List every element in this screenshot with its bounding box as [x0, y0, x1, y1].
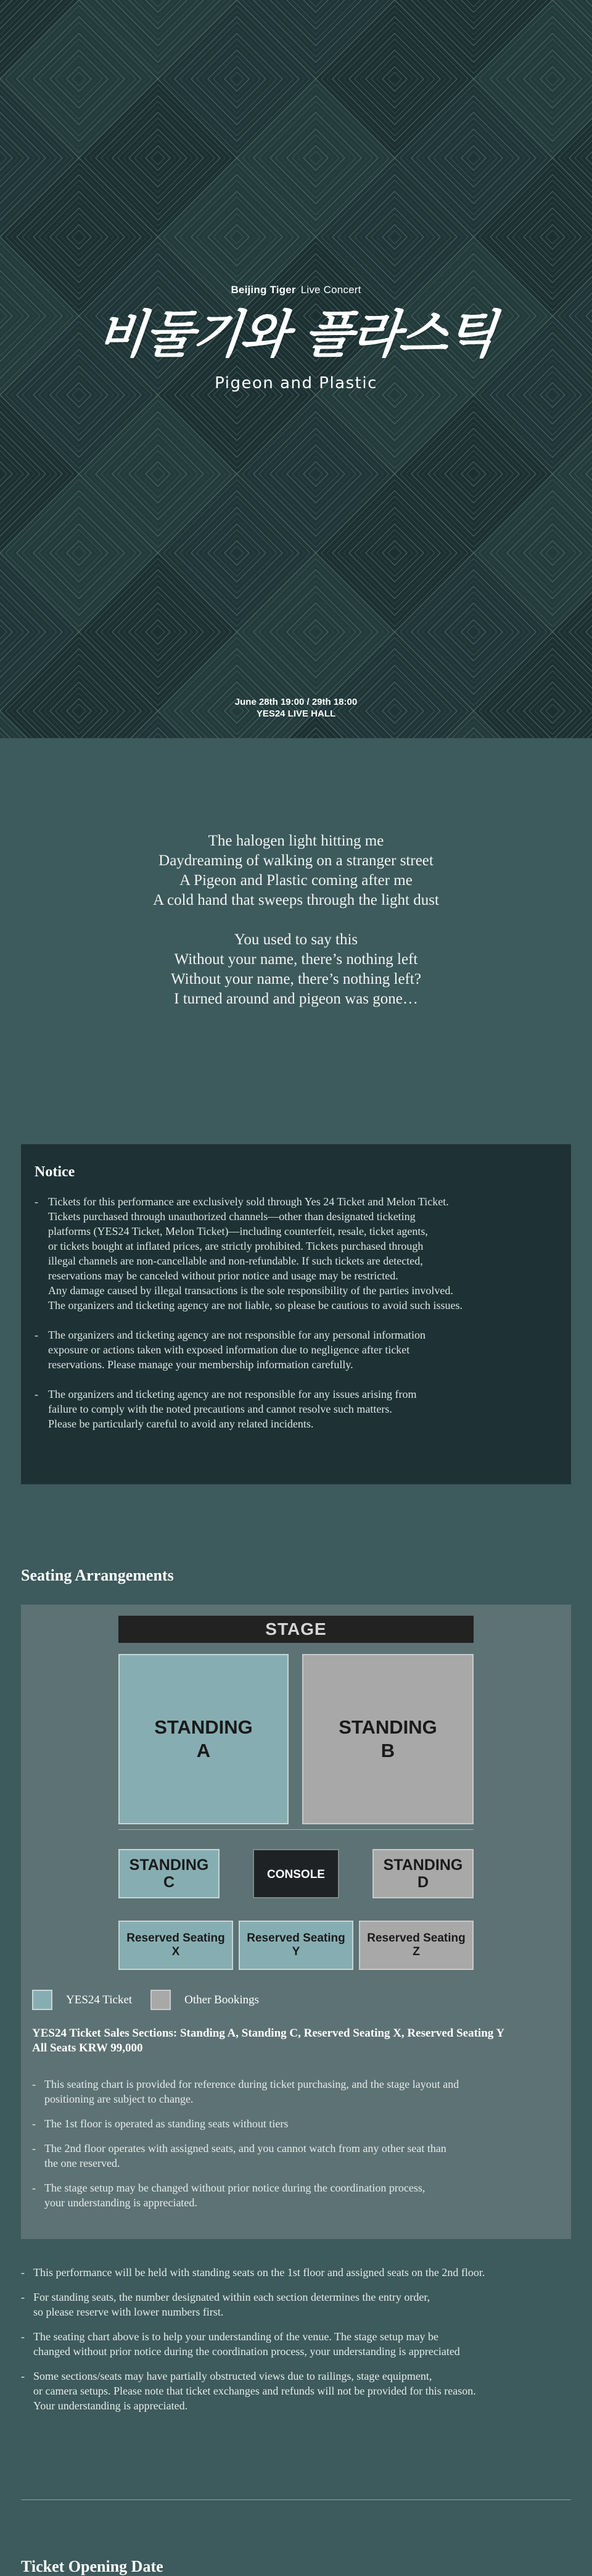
zone-standing-d[interactable]	[372, 1849, 474, 1898]
notice-line: Any damage caused by illegal transactions is the sole responsibility of the parties involved.	[48, 1284, 453, 1297]
poster-date: June 28th 19:00 / 29th 18:00	[234, 697, 358, 707]
notice-line: exposure or actions taken with exposed information due to negligence after ticket	[48, 1344, 410, 1356]
lyric-line: A cold hand that sweeps through the light dust	[153, 892, 439, 908]
legend-swatch-yes24	[32, 1990, 52, 2010]
note-line: so please reserve with lower numbers first.	[33, 2306, 224, 2318]
note-line: or camera setups. Please note that ticket exchanges and refunds will not be provided for this reason.	[33, 2385, 476, 2397]
price-line: All Seats KRW 99,000	[32, 2042, 143, 2055]
note-line: - For standing seats, the number designated within each section determines the entry order,	[33, 2291, 430, 2303]
note-line: changed without prior notice during the coordination process, your understanding is appreciated	[33, 2345, 460, 2358]
zone-reserved-y[interactable]	[239, 1921, 353, 1970]
zone-standing-c[interactable]	[118, 1849, 220, 1898]
lyric-line: You used to say this	[234, 931, 358, 948]
venue-note	[21, 2329, 571, 2359]
zone-standing-a[interactable]	[118, 1654, 289, 1824]
venue-notes	[21, 2265, 571, 2423]
notice-list	[35, 1194, 556, 1431]
seating-note	[32, 2116, 562, 2131]
notice-line: - The organizers and ticketing agency are not responsible for any personal information	[48, 1329, 426, 1341]
seating-section-title: Seating Arrangements	[21, 1566, 174, 1584]
zone-label: STANDING	[154, 1716, 253, 1738]
lyric-line: Daydreaming of walking on a stranger street	[158, 852, 434, 869]
console-area: CONSOLE	[253, 1849, 339, 1898]
seating-note	[32, 2180, 562, 2210]
title-english: Pigeon and Plastic	[215, 374, 377, 393]
presenter-label: Live Concert	[300, 284, 361, 296]
zone-label: Reserved Seating	[247, 1932, 345, 1945]
note-line: Your understanding is appreciated.	[33, 2399, 188, 2412]
poster-venue: YES24 LIVE HALL	[256, 708, 336, 719]
zone-letter: A	[196, 1740, 211, 1761]
lyric-line: Without your name, there’s nothing left	[174, 951, 418, 968]
venue-note	[21, 2290, 571, 2319]
venue-note	[21, 2265, 571, 2280]
notice-line: - Tickets for this performance are exclusively sold through Yes 24 Ticket and Melon Ticket.	[48, 1195, 449, 1208]
legend-swatch-other	[150, 1990, 171, 2010]
section-divider	[21, 2499, 571, 2500]
notice-line: The organizers and ticketing agency are not liable, so please be cautious to avoid such issues.	[48, 1299, 462, 1311]
note-line: - The seating chart above is to help your understanding of the venue. The stage setup may be	[33, 2330, 438, 2343]
notice-line: - The organizers and ticketing agency are not responsible for any issues arising from	[48, 1388, 417, 1400]
note-line: - This seating chart is provided for reference during ticket purchasing, and the stage layout and	[44, 2078, 459, 2090]
notice-item	[35, 1194, 556, 1313]
seating-note	[32, 2141, 562, 2171]
seating-chart-box	[21, 1605, 571, 2239]
zone-label: STANDING	[339, 1716, 437, 1738]
venue-note	[21, 2369, 571, 2413]
ticket-opening-title: Ticket Opening Date	[21, 2557, 163, 2575]
sales-sections-info	[32, 2026, 562, 2056]
notice-line: Tickets purchased through unauthorized channels—other than designated ticketing	[48, 1210, 416, 1223]
notice-line: Please be particularly careful to avoid any related incidents.	[48, 1418, 314, 1430]
legend-label-yes24: YES24 Ticket	[66, 1993, 133, 2006]
notice-line: illegal channels are non-cancellable and non-refundable. If such tickets are detected,	[48, 1255, 423, 1267]
note-line: - The 1st floor is operated as standing seats without tiers	[44, 2117, 289, 2130]
notice-line: reservations may be canceled without prior notice and usage may be restricted.	[48, 1269, 398, 1282]
note-line: - This performance will be held with standing seats on the 1st floor and assigned seats on the 2nd floor.	[33, 2266, 485, 2279]
presenter-brand: Beijing Tiger	[231, 284, 296, 296]
notice-line: reservations. Please manage your membership information carefully.	[48, 1358, 353, 1371]
zone-letter: X	[171, 1945, 180, 1958]
note-line: positioning are subject to change.	[44, 2093, 194, 2105]
lyric-line: Without your name, there’s nothing left?	[171, 971, 421, 987]
seating-note	[32, 2077, 562, 2106]
poster-title-block	[0, 284, 592, 393]
zone-label: Reserved Seating	[126, 1932, 225, 1945]
legend-label-other: Other Bookings	[184, 1993, 260, 2006]
zone-label: Reserved Seating	[367, 1932, 466, 1945]
lyric-line: A Pigeon and Plastic coming after me	[179, 872, 413, 889]
notice-item	[35, 1327, 556, 1372]
notice-line: failure to comply with the noted precautions and cannot resolve such matters.	[48, 1403, 392, 1415]
zone-label: STANDING	[383, 1856, 463, 1874]
seating-legend	[32, 1990, 278, 2010]
poster-date-venue	[0, 696, 592, 720]
lyric-line: I turned around and pigeon was gone…	[174, 991, 418, 1007]
lyric-line: The halogen light hitting me	[208, 833, 384, 849]
zone-reserved-z[interactable]	[359, 1921, 474, 1970]
zone-letter: B	[380, 1740, 395, 1761]
zone-standing-b[interactable]	[302, 1654, 474, 1824]
notice-box	[21, 1144, 571, 1484]
seating-notes	[32, 2077, 562, 2220]
zone-letter: Z	[413, 1945, 420, 1958]
zone-letter: C	[163, 1874, 175, 1891]
notice-line: platforms (YES24 Ticket, Melon Ticket)—including counterfeit, resale, ticket agents,	[48, 1225, 428, 1237]
zone-label: STANDING	[129, 1856, 209, 1874]
note-line: - The 2nd floor operates with assigned seats, and you cannot watch from any other seat than	[44, 2142, 446, 2154]
floor-divider-line	[118, 1829, 474, 1830]
presenter-line	[0, 284, 592, 296]
zone-letter: Y	[292, 1945, 300, 1958]
note-line: - Some sections/seats may have partially obstructed views due to railings, stage equipment,	[33, 2370, 432, 2382]
stage-label: STAGE	[118, 1616, 474, 1643]
note-line: the one reserved.	[44, 2157, 120, 2169]
note-line: - The stage setup may be changed without prior notice during the coordination process,	[44, 2182, 426, 2194]
sales-line: YES24 Ticket Sales Sections: Standing A, Standing C, Reserved Seating X, Reserved Seating Y	[32, 2027, 505, 2040]
stanza-gap	[0, 910, 592, 930]
notice-item	[35, 1387, 556, 1431]
zone-reserved-x[interactable]	[118, 1921, 233, 1970]
title-korean-logo: 비둘기와 플라스틱	[94, 305, 498, 364]
zone-letter: D	[417, 1874, 429, 1891]
note-line: your understanding is appreciated.	[44, 2196, 197, 2209]
notice-title: Notice	[35, 1164, 75, 1180]
notice-line: or tickets bought at inflated prices, are strictly prohibited. Tickets purchased through	[48, 1240, 424, 1252]
poster-banner	[0, 0, 592, 738]
lyrics-block	[0, 831, 592, 1009]
